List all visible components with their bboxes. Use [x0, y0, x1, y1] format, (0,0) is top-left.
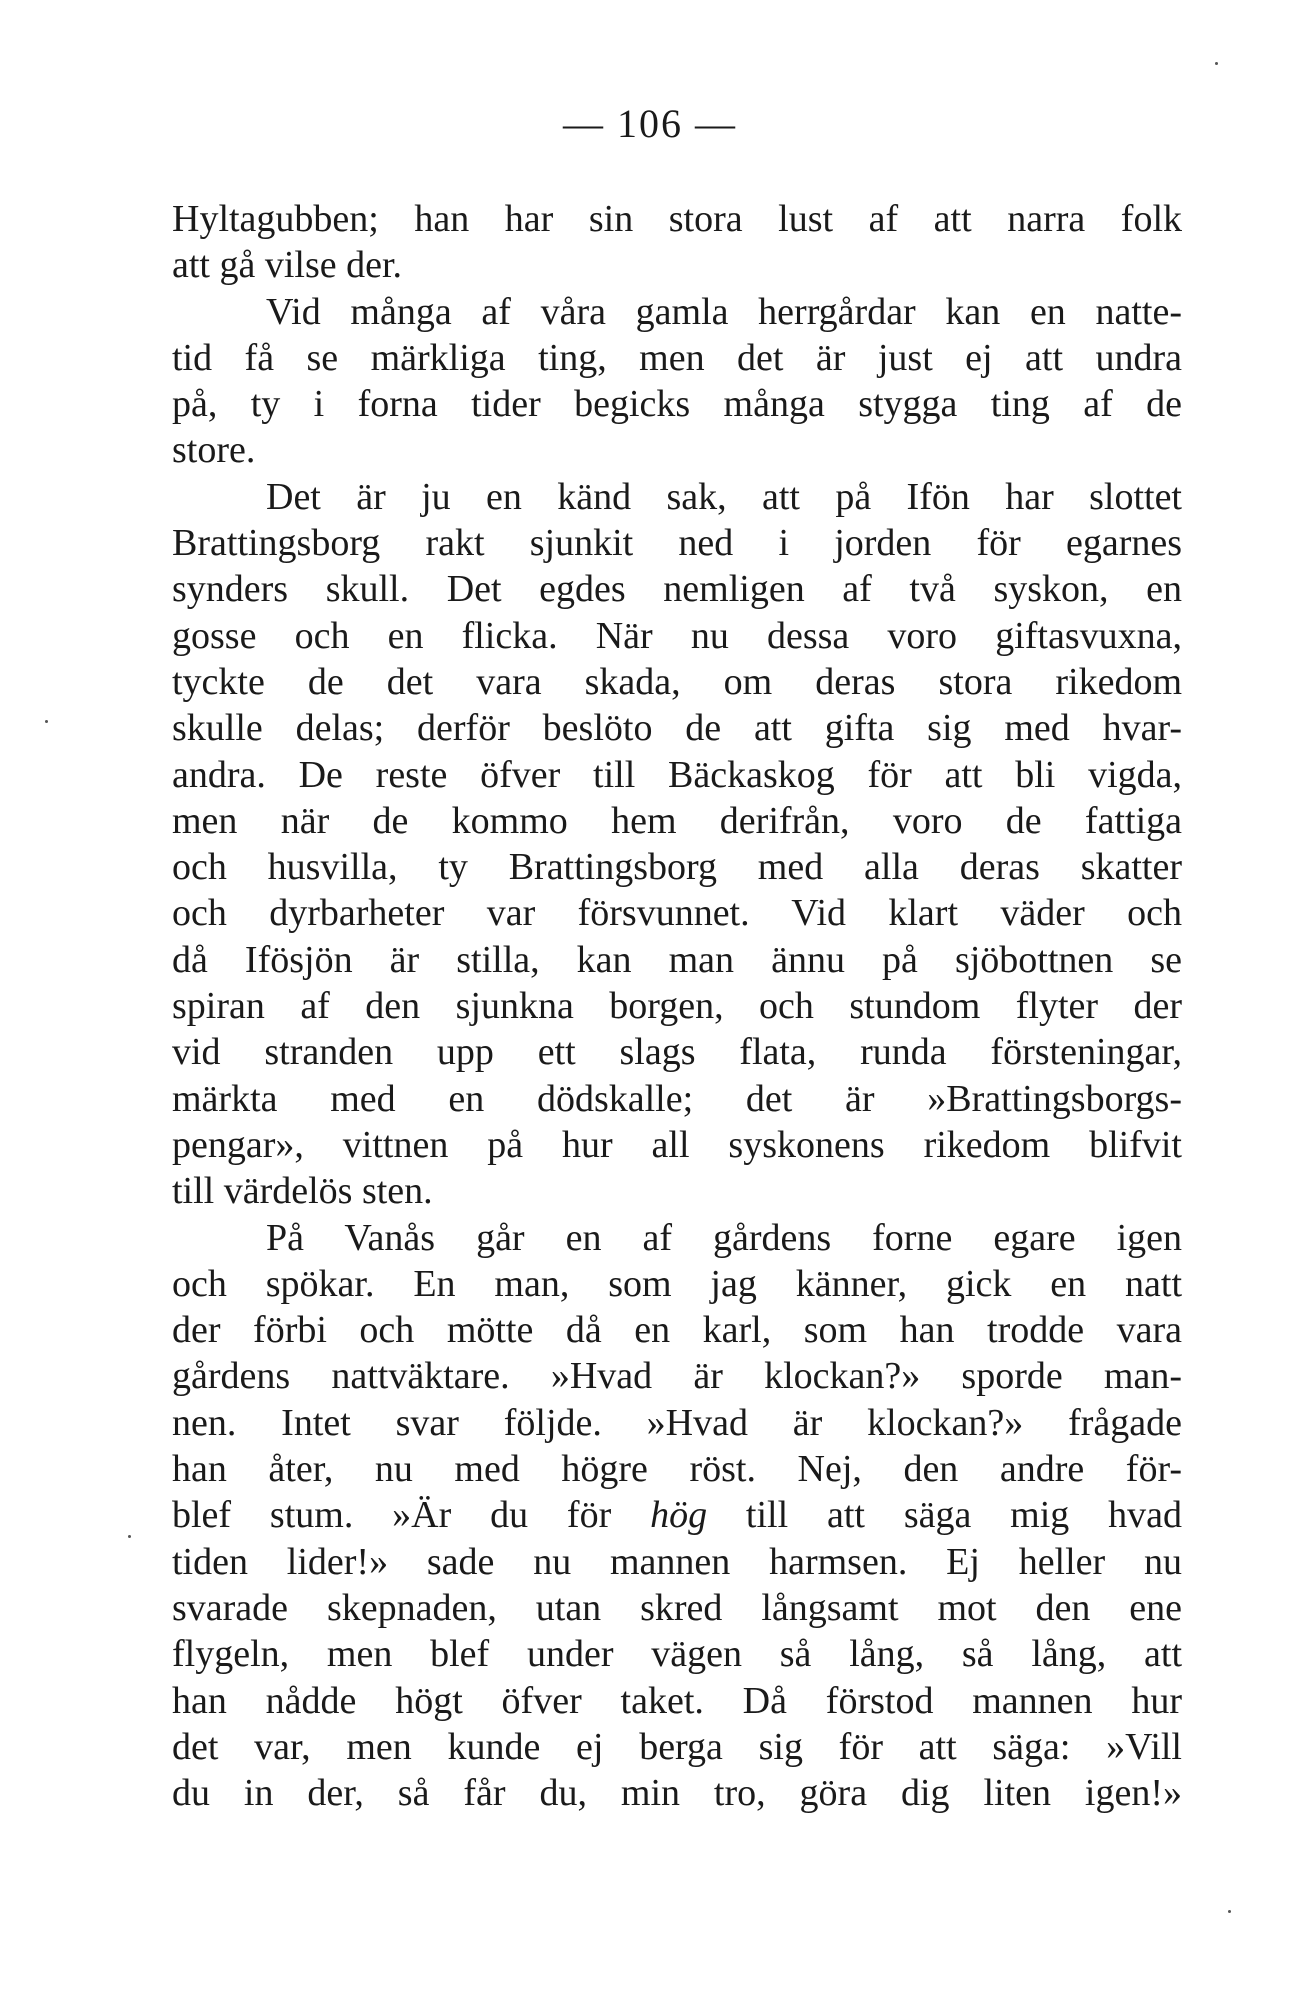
text-line: tiden lider!» sade nu mannen harmsen. Ej heller nu	[172, 1540, 1182, 1583]
text-line: Hyltagubben; han har sin stora lust af att narra folk	[172, 198, 1182, 240]
paper-speck	[128, 1535, 131, 1538]
body-text	[172, 196, 1182, 1816]
text-line: märkta med en dödskalle; det är »Brattingsborgs-	[172, 1077, 1182, 1120]
text-line: du in der, så får du, min tro, göra dig liten igen!»	[172, 1772, 1182, 1815]
paper-speck	[1215, 62, 1218, 65]
text-line: och husvilla, ty Brattingsborg med alla deras skatter	[172, 846, 1182, 889]
text-line: flygeln, men blef under vägen så lång, så lång, att	[172, 1633, 1182, 1676]
text-line: tid få se märkliga ting, men det är just ej att undra	[172, 336, 1182, 379]
text-line: på, ty i forna tider begicks många stygga ting af de	[172, 383, 1182, 426]
text-line: han nådde högt öfver taket. Då förstod mannen hur	[172, 1679, 1182, 1722]
text-line: vid stranden upp ett slags flata, runda försteningar,	[172, 1031, 1182, 1074]
text-line: och dyrbarheter var försvunnet. Vid klart väder och	[172, 892, 1182, 935]
text-line: Vid många af våra gamla herrgårdar kan en natte-	[266, 290, 1182, 333]
text-line: andra. De reste öfver till Bäckaskog för att bli vigda,	[172, 753, 1182, 796]
text-line: der förbi och mötte då en karl, som han trodde vara	[172, 1309, 1182, 1352]
text-line: det var, men kunde ej berga sig för att säga: »Vill	[172, 1725, 1182, 1768]
text-line: gosse och en flicka. När nu dessa voro giftasvuxna,	[172, 614, 1182, 657]
text-line: nen. Intet svar följde. »Hvad är klockan?» frågade	[172, 1401, 1182, 1444]
text-line: men när de kommo hem derifrån, voro de fattiga	[172, 799, 1182, 842]
text-line: synders skull. Det egdes nemligen af två syskon, en	[172, 568, 1182, 611]
page-number: — 106 —	[563, 101, 737, 146]
text-line: till värdelös sten.	[172, 1170, 433, 1213]
text-line: svarade skepnaden, utan skred långsamt mot den ene	[172, 1586, 1182, 1629]
text-line: gårdens nattväktare. »Hvad är klockan?» sporde man-	[172, 1355, 1182, 1398]
text-line: store.	[172, 429, 256, 472]
text-line: då Ifösjön är stilla, kan man ännu på sjöbottnen se	[172, 938, 1182, 981]
text-line: och spökar. En man, som jag känner, gick en natt	[172, 1262, 1182, 1305]
text-line: tyckte de det vara skada, om deras stora rikedom	[172, 660, 1182, 703]
text-line: att gå vilse der.	[172, 244, 403, 287]
text-line: pengar», vittnen på hur all syskonens rikedom blifvit	[172, 1123, 1182, 1166]
text-line: skulle delas; derför beslöto de att gifta sig med hvar-	[172, 707, 1182, 750]
paper-speck	[45, 720, 48, 723]
text-line: spiran af den sjunkna borgen, och stundom flyter der	[172, 985, 1182, 1028]
paper-speck	[1228, 1910, 1231, 1913]
text-line: På Vanås går en af gårdens forne egare igen	[266, 1216, 1182, 1259]
text-line: han åter, nu med högre röst. Nej, den andre för-	[172, 1448, 1182, 1491]
text-line: blef stum. »Är du för hög till att säga mig hvad	[172, 1494, 1183, 1537]
text-line: Det är ju en känd sak, att på Ifön har slottet	[266, 475, 1182, 518]
text-line: Brattingsborg rakt sjunkit ned i jorden för egarnes	[172, 522, 1182, 565]
italic-word: hög	[650, 1494, 708, 1537]
